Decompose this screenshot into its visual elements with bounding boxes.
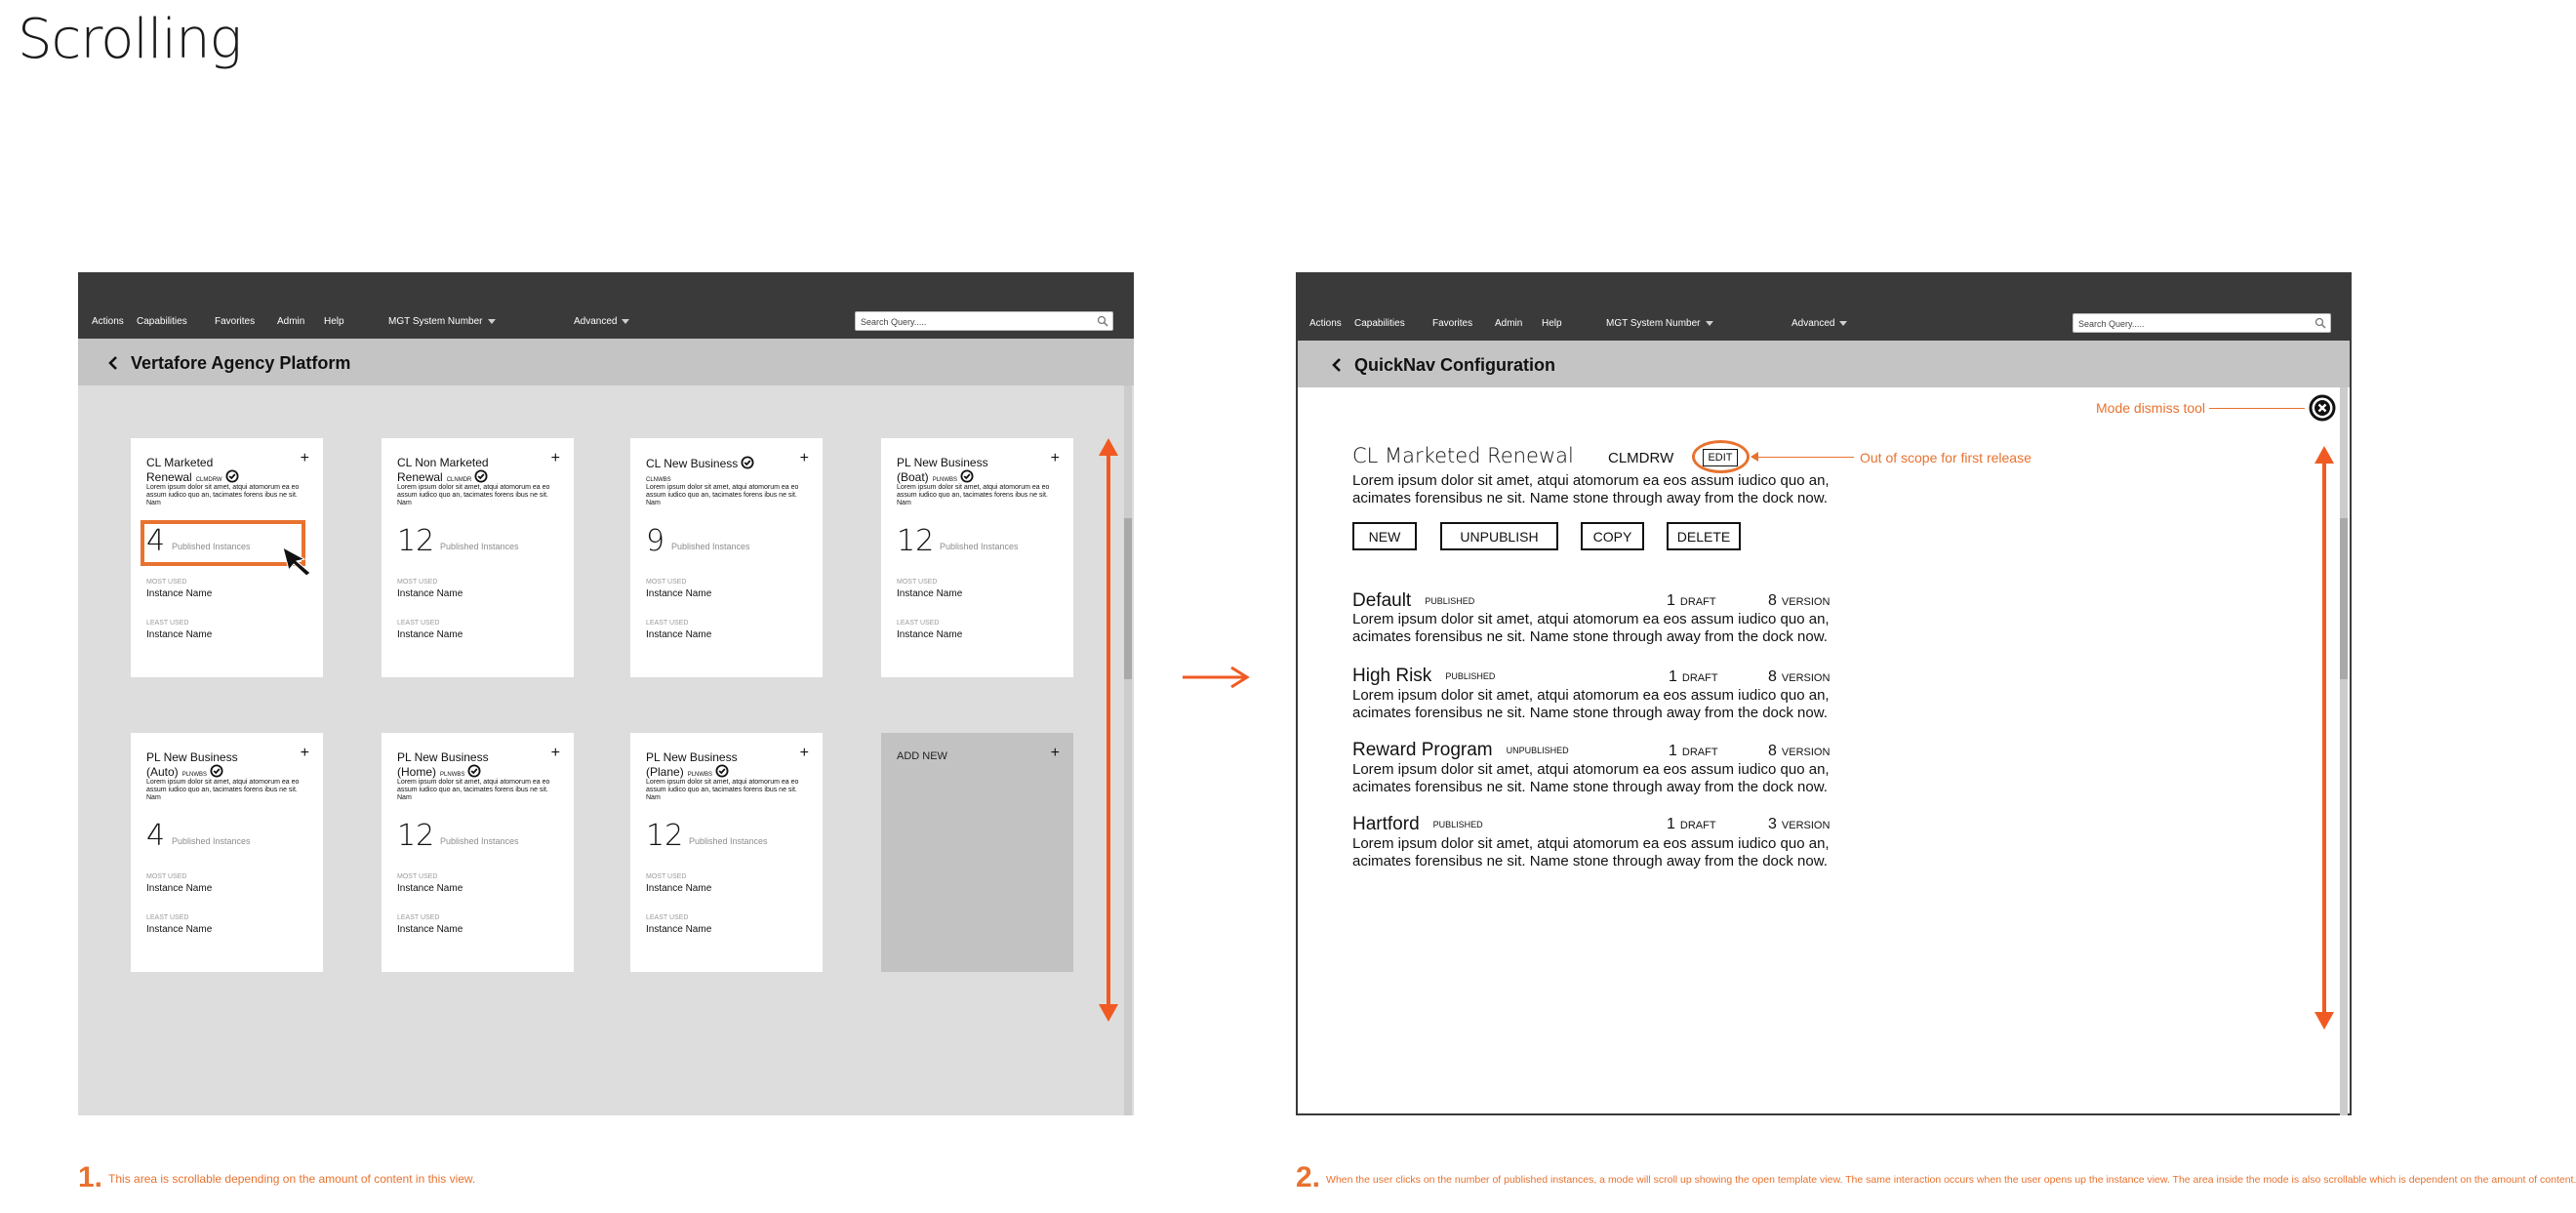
card-title xyxy=(146,750,288,782)
card-title xyxy=(646,456,787,487)
most-used-label: MOST USED xyxy=(646,579,687,586)
least-used-label: LEAST USED xyxy=(397,620,440,627)
annotation-note-1 xyxy=(78,1161,475,1194)
template-card[interactable] xyxy=(630,733,823,972)
card-code: PLNWBS xyxy=(687,772,713,778)
instance-status: PUBLISHED xyxy=(1432,820,1483,829)
draft-count xyxy=(1669,668,1718,686)
draft-count-value: 1 xyxy=(1669,668,1677,685)
nav-admin[interactable]: Admin xyxy=(1495,318,1523,329)
add-new-card[interactable] xyxy=(881,733,1073,972)
version-label: VERSION xyxy=(1781,747,1831,758)
published-count-label[interactable]: Published Instances xyxy=(440,836,519,846)
most-used-instance[interactable]: Instance Name xyxy=(646,883,712,894)
version-count xyxy=(1768,743,1830,760)
card-title-text: PL New Business (Home) xyxy=(397,750,489,779)
nav-capabilities[interactable]: Capabilities xyxy=(1354,318,1405,329)
most-used-label: MOST USED xyxy=(397,873,438,880)
most-used-instance[interactable]: Instance Name xyxy=(146,883,213,894)
card-title xyxy=(397,456,539,487)
published-count[interactable]: 4 xyxy=(146,819,166,853)
top-navigation xyxy=(78,272,1134,339)
instance-description: Lorem ipsum dolor sit amet, atqui atomorum ea eos assum iudico quo an, acimates forensibus ne sit. Name stone through away from the dock now. xyxy=(1352,761,1830,795)
least-used-label: LEAST USED xyxy=(646,914,689,921)
nav-mgt-dropdown[interactable] xyxy=(388,316,496,327)
instance-name[interactable] xyxy=(1352,740,1569,761)
delete-button[interactable]: DELETE xyxy=(1667,522,1741,550)
version-count-value: 8 xyxy=(1768,592,1777,609)
draft-count xyxy=(1669,743,1718,760)
add-icon[interactable]: + xyxy=(300,745,309,761)
scrollbar-track[interactable] xyxy=(2340,387,2348,1115)
least-used-label: LEAST USED xyxy=(397,914,440,921)
published-count-label[interactable]: Published Instances xyxy=(689,836,768,846)
card-title-text: PL New Business (Boat) xyxy=(897,456,988,484)
most-used-instance[interactable]: Instance Name xyxy=(646,588,712,599)
card-title xyxy=(146,456,288,487)
card-description: Lorem ipsum dolor sit amet, atqui atomorum ea eo assum iudico quo an, tacimates forens ibus ne sit. Nam xyxy=(146,484,300,506)
annotation-number: 2. xyxy=(1296,1161,1321,1193)
nav-admin[interactable]: Admin xyxy=(277,316,305,327)
add-icon[interactable]: + xyxy=(1050,450,1060,466)
dismiss-annotation-line xyxy=(2209,408,2305,409)
checkmark-circle-icon xyxy=(474,469,488,483)
top-navigation xyxy=(1298,274,2350,341)
least-used-instance[interactable]: Instance Name xyxy=(146,629,213,640)
nav-advanced-label: Advanced xyxy=(574,316,618,327)
instance-description: Lorem ipsum dolor sit amet, atqui atomorum ea eos assum iudico quo an, acimates forensibus ne sit. Name stone through away from the dock now. xyxy=(1352,611,1830,645)
template-card[interactable] xyxy=(131,733,323,972)
least-used-label: LEAST USED xyxy=(646,620,689,627)
right-arrow-icon xyxy=(1183,666,1251,689)
back-chevron-icon[interactable] xyxy=(107,355,119,371)
draft-count-value: 1 xyxy=(1667,816,1675,832)
most-used-label: MOST USED xyxy=(146,873,187,880)
least-used-instance[interactable]: Instance Name xyxy=(646,924,712,935)
instance-name[interactable] xyxy=(1352,666,1495,687)
vertical-scroll-arrow-icon xyxy=(2313,446,2336,1030)
page-header-title: QuickNav Configuration xyxy=(1354,355,1556,375)
version-label: VERSION xyxy=(1781,596,1831,608)
add-icon[interactable]: + xyxy=(550,450,560,466)
least-used-label: LEAST USED xyxy=(146,620,189,627)
version-count-value: 8 xyxy=(1768,668,1777,685)
instance-name-text: Reward Program xyxy=(1352,740,1493,760)
published-count[interactable]: 4 xyxy=(146,524,166,558)
dismiss-annotation: Mode dismiss tool xyxy=(2096,400,2206,416)
card-code: CLNMDR xyxy=(446,477,472,483)
instance-name-text: Default xyxy=(1352,590,1412,611)
draft-count xyxy=(1667,816,1716,833)
scrollbar-thumb[interactable] xyxy=(1124,518,1132,679)
search-box xyxy=(2073,313,2331,333)
instance-status: UNPUBLISHED xyxy=(1506,746,1569,755)
checkmark-circle-icon xyxy=(715,764,729,778)
version-count xyxy=(1768,668,1830,686)
most-used-instance[interactable]: Instance Name xyxy=(146,588,213,599)
most-used-instance[interactable]: Instance Name xyxy=(397,588,463,599)
add-icon[interactable]: + xyxy=(300,450,309,466)
page-header xyxy=(78,339,1134,385)
card-description: Lorem ipsum dolor sit amet, atqui atomorum ea eo assum iudico quo an, tacimates forens ibus ne sit. Nam xyxy=(146,779,300,801)
draft-count-value: 1 xyxy=(1669,743,1677,759)
checkmark-circle-icon xyxy=(467,764,481,778)
card-title-text: PL New Business (Auto) xyxy=(146,750,238,779)
template-code: CLMDRW xyxy=(1608,450,1674,466)
nav-actions[interactable]: Actions xyxy=(1309,318,1342,329)
template-card[interactable] xyxy=(881,438,1073,677)
draft-label: DRAFT xyxy=(1681,747,1718,758)
page-header xyxy=(1298,341,2350,387)
new-button[interactable]: NEW xyxy=(1352,522,1417,550)
published-count-label[interactable]: Published Instances xyxy=(172,542,251,551)
search-icon[interactable] xyxy=(2314,317,2326,329)
nav-help[interactable]: Help xyxy=(1542,318,1562,329)
template-card[interactable] xyxy=(382,733,574,972)
version-count-value: 3 xyxy=(1768,816,1777,832)
most-used-label: MOST USED xyxy=(146,579,187,586)
card-code: PLNWBS xyxy=(440,772,465,778)
nav-favorites[interactable]: Favorites xyxy=(215,316,256,327)
checkmark-circle-icon xyxy=(225,469,239,483)
instance-name-text: Hartford xyxy=(1352,814,1420,834)
chevron-down-icon xyxy=(1706,321,1713,326)
annotation-line xyxy=(1756,457,1854,458)
page-header-title: Vertafore Agency Platform xyxy=(131,353,351,373)
least-used-instance[interactable]: Instance Name xyxy=(646,629,712,640)
instance-status: PUBLISHED xyxy=(1425,596,1475,606)
template-title: CL Marketed Renewal xyxy=(1352,444,1574,467)
nav-advanced-label: Advanced xyxy=(1791,318,1835,329)
most-used-label: MOST USED xyxy=(897,579,938,586)
scrollbar-track[interactable] xyxy=(1124,385,1132,1115)
page-title: Scrolling xyxy=(18,8,242,71)
add-new-label: ADD NEW xyxy=(897,750,947,762)
card-code: CLMDRW xyxy=(195,477,222,483)
draft-count xyxy=(1667,592,1716,610)
version-count-value: 8 xyxy=(1768,743,1777,759)
add-icon[interactable]: + xyxy=(550,745,560,761)
version-label: VERSION xyxy=(1781,672,1831,684)
nav-mgt-dropdown[interactable] xyxy=(1606,318,1713,329)
annotation-text: This area is scrollable depending on the amount of content in this view. xyxy=(108,1172,476,1186)
chevron-down-icon xyxy=(488,319,496,324)
instance-description: Lorem ipsum dolor sit amet, atqui atomorum ea eos assum iudico quo an, acimates forensibus ne sit. Name stone through away from the dock now. xyxy=(1352,687,1830,721)
version-label: VERSION xyxy=(1781,820,1831,831)
annotation-number: 1. xyxy=(78,1161,103,1193)
least-used-instance[interactable]: Instance Name xyxy=(146,924,213,935)
published-count-label[interactable]: Published Instances xyxy=(671,542,750,551)
most-used-label: MOST USED xyxy=(397,579,438,586)
annotation-text: When the user clicks on the number of published instances, a mode will scroll up showing the open template view. The same interaction occurs when the user opens up the instance view. The area inside the mode is also scrollable which is dependent on the amount of content. xyxy=(1326,1174,2576,1186)
card-description: Lorem ipsum dolor sit amet, atqui atomorum ea eo assum iudico quo an, tacimates forens ibus ne sit. Nam xyxy=(397,779,550,801)
card-title-text: CL Marketed Renewal xyxy=(146,456,214,484)
card-code: PLNWBS xyxy=(932,477,958,483)
mouse-pointer-icon xyxy=(281,546,320,577)
draft-label: DRAFT xyxy=(1681,672,1718,684)
card-title-text: PL New Business (Plane) xyxy=(646,750,738,779)
nav-advanced-dropdown[interactable] xyxy=(1791,318,1847,329)
card-title xyxy=(897,456,1038,487)
version-count xyxy=(1768,592,1830,610)
instance-status: PUBLISHED xyxy=(1445,671,1496,681)
back-chevron-icon[interactable] xyxy=(1331,357,1343,373)
scope-annotation: Out of scope for first release xyxy=(1860,450,2032,465)
template-card[interactable] xyxy=(382,438,574,677)
instance-description: Lorem ipsum dolor sit amet, atqui atomorum ea eos assum iudico quo an, acimates forensibus ne sit. Name stone through away from the dock now. xyxy=(1352,835,1830,869)
draft-count-value: 1 xyxy=(1667,592,1675,609)
nav-capabilities[interactable]: Capabilities xyxy=(137,316,187,327)
chevron-down-icon xyxy=(1839,321,1847,326)
published-count-label[interactable]: Published Instances xyxy=(940,542,1019,551)
most-used-label: MOST USED xyxy=(646,873,687,880)
card-description: Lorem ipsum dolor sit amet, atqui atomorum ea eo assum iudico quo an, tacimates forens ibus ne sit. Nam xyxy=(897,484,1050,506)
add-icon[interactable]: + xyxy=(799,450,809,466)
draft-label: DRAFT xyxy=(1679,596,1716,608)
card-description: Lorem ipsum dolor sit amet, atqui atomorum ea eo assum iudico quo an, tacimates forens ibus ne sit. Nam xyxy=(646,779,799,801)
template-card[interactable] xyxy=(630,438,823,677)
close-icon[interactable] xyxy=(2309,394,2336,422)
card-title-text: CL Non Marketed Renewal xyxy=(397,456,489,484)
nav-advanced-dropdown[interactable] xyxy=(574,316,629,327)
unpublish-button[interactable]: UNPUBLISH xyxy=(1440,522,1558,550)
published-count-label[interactable]: Published Instances xyxy=(440,542,519,551)
chevron-down-icon xyxy=(622,319,629,324)
quicknav-screen xyxy=(1296,272,2352,1115)
instance-name-text: High Risk xyxy=(1352,666,1432,686)
search-input[interactable] xyxy=(2073,315,2308,333)
instance-name[interactable] xyxy=(1352,814,1483,835)
checkmark-circle-icon xyxy=(210,764,223,778)
scrollbar-thumb[interactable] xyxy=(2340,518,2348,679)
checkmark-circle-icon xyxy=(741,456,754,469)
add-icon[interactable]: + xyxy=(1050,745,1060,761)
search-input[interactable] xyxy=(856,313,1090,331)
nav-help[interactable]: Help xyxy=(324,316,344,327)
card-code: PLNWBS xyxy=(181,772,208,778)
least-used-instance[interactable]: Instance Name xyxy=(897,629,963,640)
least-used-label: LEAST USED xyxy=(897,620,940,627)
instance-name[interactable] xyxy=(1352,590,1474,612)
card-title xyxy=(646,750,787,782)
published-count[interactable]: 9 xyxy=(646,524,665,558)
draft-label: DRAFT xyxy=(1679,820,1716,831)
vertical-scroll-arrow-icon xyxy=(1097,438,1120,1022)
checkmark-circle-icon xyxy=(960,469,974,483)
published-count[interactable]: 12 xyxy=(397,524,435,558)
nav-mgt-label: MGT System Number xyxy=(1606,318,1701,329)
least-used-instance[interactable]: Instance Name xyxy=(397,924,463,935)
platform-screen xyxy=(78,272,1134,1115)
published-count[interactable]: 12 xyxy=(397,819,435,853)
card-title xyxy=(397,750,539,782)
most-used-instance[interactable]: Instance Name xyxy=(397,883,463,894)
published-count[interactable]: 12 xyxy=(897,524,935,558)
nav-favorites[interactable]: Favorites xyxy=(1432,318,1473,329)
card-code: CLNWBS xyxy=(646,477,671,483)
add-icon[interactable]: + xyxy=(799,745,809,761)
card-description: Lorem ipsum dolor sit amet, atqui atomorum ea eo assum iudico quo an, tacimates forens ibus ne sit. Nam xyxy=(646,484,799,506)
nav-mgt-label: MGT System Number xyxy=(388,316,483,327)
version-count xyxy=(1768,816,1830,833)
card-title-text: CL New Business xyxy=(646,457,739,470)
least-used-instance[interactable]: Instance Name xyxy=(397,629,463,640)
annotation-note-2 xyxy=(1296,1161,2576,1194)
search-box xyxy=(855,311,1113,331)
edit-button[interactable]: EDIT xyxy=(1703,449,1738,466)
most-used-instance[interactable]: Instance Name xyxy=(897,588,963,599)
card-description: Lorem ipsum dolor sit amet, atqui atomorum ea eo assum iudico quo an, tacimates forens ibus ne sit. Nam xyxy=(397,484,550,506)
copy-button[interactable]: COPY xyxy=(1581,522,1644,550)
search-icon[interactable] xyxy=(1097,315,1108,327)
published-count[interactable]: 12 xyxy=(646,819,684,853)
least-used-label: LEAST USED xyxy=(146,914,189,921)
published-count-label[interactable]: Published Instances xyxy=(172,836,251,846)
template-description: Lorem ipsum dolor sit amet, atqui atomorum ea eos assum iudico quo an, acimates forensibus ne sit. Name stone through away from the dock now. xyxy=(1352,472,1830,506)
nav-actions[interactable]: Actions xyxy=(92,316,124,327)
